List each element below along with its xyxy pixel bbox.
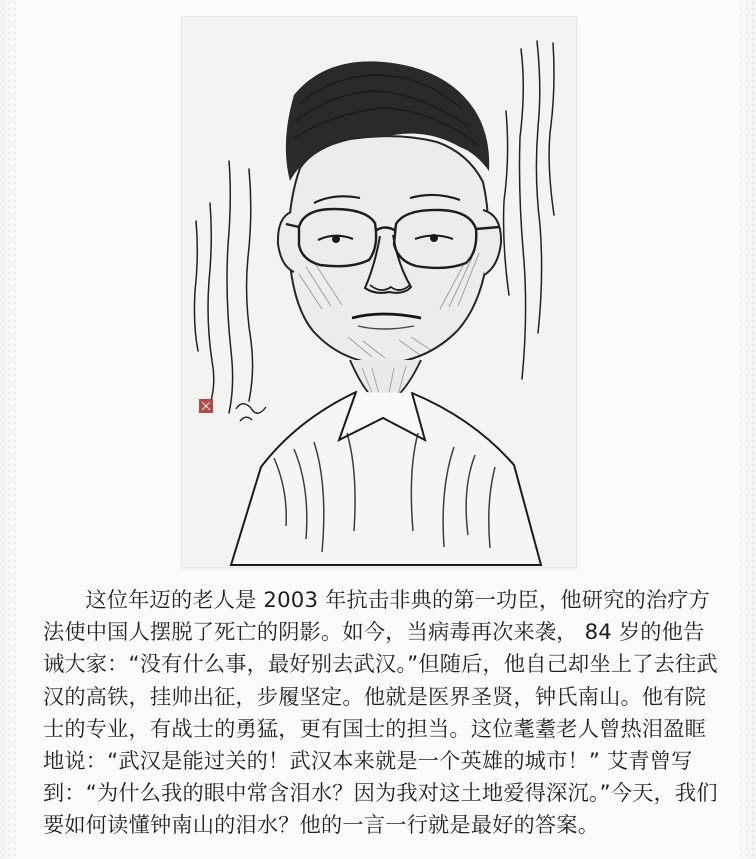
- right-decorative-border: [738, 0, 756, 859]
- article-paragraph: 这位年迈的老人是 2003 年抗击非典的第一功臣，他研究的治疗方法使中国人摆脱了死亡的阴影。如今，当病毒再次来袭， 84 岁的他告诫大家：“没有什么事，最好别去武汉。”但随后，他自己却坐上了去往武汉的高铁，挂帅出征，步履坚定。他就是医界圣贤，钟氏南山。他有院士的专业，有战士的勇猛，更有国士的担当。这位耄耋老人曾热泪盈眶地说：“武汉是能过关的！武汉本来就是一个英雄的城市！” 艾青曾写到：“为什么我的眼中常含泪水？因为我对这土地爱得深沉。”今天，我们要如何读懂钟南山的泪水？他的一言一行就是最好的答案。: [43, 587, 718, 838]
- left-decorative-border: [0, 0, 18, 859]
- portrait-illustration: [181, 16, 577, 568]
- article-text: [43, 584, 720, 842]
